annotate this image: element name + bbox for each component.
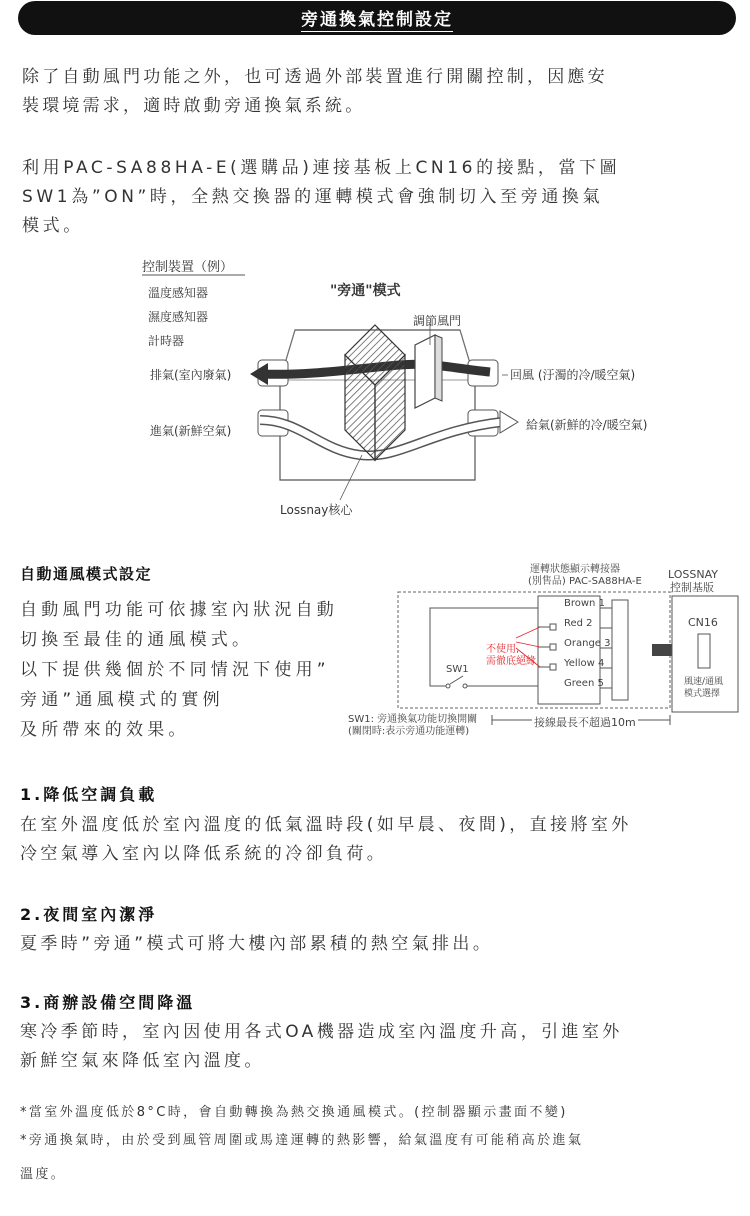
intro-p1-line1: 除了自動風門功能之外，也可透過外部裝置進行開關控制，因應安 bbox=[22, 67, 608, 87]
auto-text-line4: 旁通”通風模式的實例 bbox=[20, 690, 224, 710]
item-3-body bbox=[20, 1018, 735, 1076]
item-3-line2: 新鮮空氣來降低室內溫度。 bbox=[20, 1051, 265, 1071]
intake-label: 進氣(新鮮空氣) bbox=[150, 424, 232, 438]
sw-note-2: (關閉時:表示旁通功能運轉) bbox=[348, 726, 470, 737]
footnotes bbox=[20, 1099, 735, 1189]
control-item-humidity: 濕度感知器 bbox=[148, 310, 209, 324]
page-title-bar bbox=[18, 1, 736, 35]
mode-select-label-1: 風速/通風 bbox=[684, 677, 724, 687]
wire-yellow: Yellow 4 bbox=[564, 658, 605, 669]
intro-p2-line2: SW1為”ON”時，全熱交換器的運轉模式會強制切入至旁通換氣 bbox=[22, 187, 604, 207]
lossnay-core-label: Lossnay核心 bbox=[280, 503, 353, 517]
item-1-body bbox=[20, 811, 735, 869]
item-2-body bbox=[20, 930, 735, 959]
bypass-mode-diagram bbox=[130, 250, 690, 520]
sw-note-1: SW1: 旁通換氣功能切換開關 bbox=[348, 714, 478, 725]
intro-p2-line3: 模式。 bbox=[22, 216, 84, 236]
auto-ventilation-title: 自動通風模式設定 bbox=[20, 565, 153, 583]
unused-note-2: 需徹底絕緣 bbox=[486, 656, 536, 667]
wire-red: Red 2 bbox=[564, 618, 593, 629]
page-title: 旁通換氣控制設定 bbox=[301, 5, 453, 32]
intro-p2-line1: 利用PAC-SA88HA-E(選購品)連接基板上CN16的接點，當下圖 bbox=[22, 158, 621, 178]
bypass-mode-label: "旁通"模式 bbox=[330, 283, 401, 299]
intro-p1-line2: 裝環境需求，適時啟動旁通換氣系統。 bbox=[22, 96, 366, 116]
item-1-title: 1.降低空調負載 bbox=[20, 785, 158, 804]
wiring-diagram bbox=[340, 560, 740, 750]
auto-ventilation-text bbox=[20, 595, 380, 745]
bypass-diagram-drawing bbox=[130, 250, 690, 520]
control-device-heading: 控制裝置（例） bbox=[142, 260, 234, 275]
item-3-line1: 寒冷季節時，室內因使用各式OA機器造成室內溫度升高，引進室外 bbox=[20, 1022, 623, 1042]
intro-paragraph-2 bbox=[22, 154, 732, 241]
note-1: *當室外溫度低於8°C時，會自動轉換為熱交換通風模式。(控制器顯示畫面不變) bbox=[20, 1105, 568, 1120]
auto-text-line3: 以下提供幾個於不同情況下使用” bbox=[20, 660, 330, 680]
wire-orange: Orange 3 bbox=[564, 638, 611, 649]
auto-text-line5: 及所帶來的效果。 bbox=[20, 720, 190, 740]
item-3-title: 3.商辦設備空間降溫 bbox=[20, 993, 196, 1012]
exhaust-label: 排氣(室內廢氣) bbox=[150, 368, 232, 382]
intro-paragraph-1 bbox=[22, 63, 732, 121]
item-2-title: 2.夜間室內潔淨 bbox=[20, 905, 158, 924]
wire-brown: Brown 1 bbox=[564, 598, 605, 609]
auto-text-line1: 自動風門功能可依據室內狀況自動 bbox=[20, 600, 338, 620]
control-item-temperature: 溫度感知器 bbox=[148, 286, 209, 300]
wiring-length-note: 接線最長不超過10m bbox=[534, 716, 636, 729]
damper-label: 調節風門 bbox=[413, 314, 462, 328]
wire-green: Green 5 bbox=[564, 678, 604, 689]
note-2-line2: 溫度。 bbox=[20, 1167, 67, 1182]
mode-select-label-2: 模式選擇 bbox=[684, 689, 721, 699]
board-label-2: 控制基版 bbox=[670, 581, 714, 594]
note-2-line1: *旁通換氣時，由於受到風管周圍或馬達運轉的熱影響，給氣溫度有可能稍高於進氣 bbox=[20, 1133, 584, 1148]
item-1-line1: 在室外溫度低於室內溫度的低氣溫時段(如早晨、夜間)，直接將室外 bbox=[20, 815, 632, 835]
board-label-1: LOSSNAY bbox=[668, 568, 718, 581]
unused-note-1: 不使用, bbox=[486, 644, 520, 655]
control-item-timer: 計時器 bbox=[148, 334, 185, 348]
item-1-line2: 冷空氣導入室內以降低系統的冷卻負荷。 bbox=[20, 844, 388, 864]
supply-air-label: 給氣(新鮮的冷/暖空氣) bbox=[526, 418, 648, 432]
adapter-label-1: 運轉狀態顯示轉接器 bbox=[530, 564, 620, 575]
adapter-label-2: (別售品) PAC-SA88HA-E bbox=[528, 576, 642, 587]
cn16-label: CN16 bbox=[688, 616, 718, 629]
auto-text-line2: 切換至最佳的通風模式。 bbox=[20, 630, 254, 650]
return-air-label: 回風 (汙濁的冷/暖空氣) bbox=[510, 368, 636, 382]
item-2-line1: 夏季時”旁通”模式可將大樓內部累積的熱空氣排出。 bbox=[20, 934, 494, 954]
sw1-label: SW1 bbox=[446, 664, 469, 675]
